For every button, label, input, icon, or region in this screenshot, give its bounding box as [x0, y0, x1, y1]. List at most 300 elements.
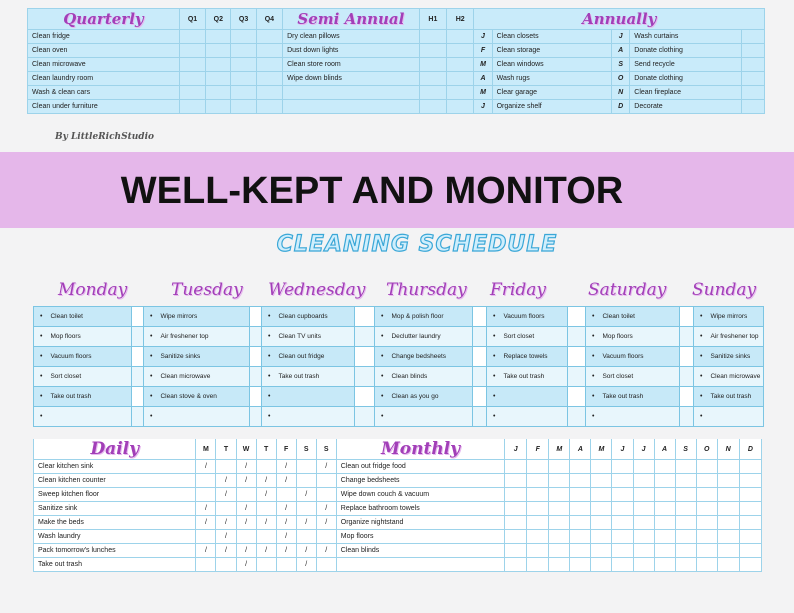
monthly-check-cell[interactable] — [549, 488, 570, 502]
weekly-task: • Wipe mirrors — [144, 307, 250, 327]
annual-task: Decorate — [630, 100, 741, 114]
daily-check-cell[interactable]: / — [256, 544, 276, 558]
day-gap — [132, 347, 144, 367]
q3-cell — [231, 44, 256, 58]
monthly-check-cell[interactable] — [591, 558, 612, 572]
monthly-check-cell[interactable] — [570, 460, 591, 474]
daily-check-cell[interactable]: / — [236, 516, 256, 530]
daily-check-cell[interactable] — [316, 488, 336, 502]
daily-check-cell[interactable] — [196, 558, 216, 572]
day-gap — [355, 407, 375, 427]
daily-check-cell[interactable] — [196, 474, 216, 488]
h1-cell — [419, 100, 446, 114]
periodic-table — [27, 8, 765, 114]
daily-check-cell[interactable]: / — [316, 544, 336, 558]
weekly-task — [487, 407, 568, 427]
monthly-check-cell[interactable] — [654, 502, 675, 516]
monthly-check-cell[interactable] — [654, 530, 675, 544]
daily-check-cell[interactable] — [296, 502, 316, 516]
daily-check-cell[interactable] — [196, 530, 216, 544]
q2-cell — [206, 44, 231, 58]
monthly-month-col: J — [612, 439, 633, 460]
weekly-task: • Clean toilet — [34, 307, 132, 327]
daily-check-cell[interactable] — [236, 488, 256, 502]
monthly-check-cell[interactable] — [654, 474, 675, 488]
daily-check-cell[interactable]: / — [236, 502, 256, 516]
day-gap — [355, 387, 375, 407]
daily-check-cell[interactable]: / — [256, 516, 276, 530]
monthly-check-cell[interactable] — [570, 530, 591, 544]
monthly-check-cell[interactable] — [675, 502, 696, 516]
monthly-check-cell[interactable] — [591, 516, 612, 530]
semi-annual-task — [283, 100, 420, 114]
h1-cell — [419, 58, 446, 72]
daily-check-cell[interactable]: / — [256, 474, 276, 488]
day-gap — [250, 387, 262, 407]
day-gap — [680, 407, 694, 427]
daily-check-cell[interactable] — [236, 530, 256, 544]
daily-check-cell[interactable]: / — [316, 502, 336, 516]
daily-day-col: M — [196, 439, 216, 460]
monthly-check-cell[interactable] — [739, 474, 761, 488]
monthly-check-cell[interactable] — [717, 530, 739, 544]
day-gap — [250, 347, 262, 367]
monthly-check-cell[interactable] — [696, 474, 717, 488]
q4-cell — [256, 58, 282, 72]
daily-check-cell[interactable]: / — [276, 516, 296, 530]
monthly-check-cell[interactable] — [591, 474, 612, 488]
semi-annual-task: Dry clean pillows — [283, 30, 420, 44]
day-gap — [473, 407, 487, 427]
daily-check-cell[interactable]: / — [256, 488, 276, 502]
monthly-check-cell[interactable] — [717, 558, 739, 572]
monthly-check-cell[interactable] — [633, 516, 654, 530]
day-heading-5: Saturday — [588, 280, 667, 300]
monthly-check-cell[interactable] — [612, 530, 633, 544]
monthly-check-cell[interactable] — [654, 488, 675, 502]
monthly-check-cell[interactable] — [527, 474, 549, 488]
daily-check-cell[interactable] — [196, 488, 216, 502]
monthly-check-cell[interactable] — [633, 460, 654, 474]
weekly-task: • Sort closet — [586, 367, 680, 387]
daily-task: Wash laundry — [34, 530, 196, 544]
monthly-check-cell[interactable] — [591, 502, 612, 516]
monthly-check-cell[interactable] — [696, 502, 717, 516]
daily-check-cell[interactable] — [256, 460, 276, 474]
monthly-check-cell[interactable] — [717, 474, 739, 488]
semi-annual-task: Wipe down blinds — [283, 72, 420, 86]
daily-day-col: T — [256, 439, 276, 460]
month-letter: J — [612, 30, 630, 44]
daily-check-cell[interactable]: / — [276, 474, 296, 488]
weekly-row — [34, 327, 764, 347]
day-gap — [132, 387, 144, 407]
day-gap — [680, 327, 694, 347]
daily-check-cell[interactable]: / — [236, 544, 256, 558]
periodic-row — [28, 44, 765, 58]
weekly-task: • Clean toilet — [586, 307, 680, 327]
monthly-check-cell[interactable] — [675, 558, 696, 572]
daily-monthly-row — [34, 488, 762, 502]
monthly-check-cell[interactable] — [654, 544, 675, 558]
monthly-check-cell[interactable] — [570, 502, 591, 516]
h1-cell — [419, 86, 446, 100]
monthly-check-cell[interactable] — [717, 502, 739, 516]
weekly-task: • Take out trash — [262, 367, 355, 387]
daily-day-col: F — [276, 439, 296, 460]
monthly-check-cell[interactable] — [696, 544, 717, 558]
q4-cell — [256, 86, 282, 100]
periodic-row — [28, 30, 765, 44]
monthly-check-cell[interactable] — [527, 516, 549, 530]
monthly-check-cell[interactable] — [717, 544, 739, 558]
h1-cell — [419, 44, 446, 58]
periodic-row — [28, 72, 765, 86]
monthly-check-cell[interactable] — [739, 488, 761, 502]
q3-heading: Q3 — [231, 9, 256, 30]
daily-check-cell[interactable] — [256, 502, 276, 516]
monthly-month-col: J — [633, 439, 654, 460]
daily-check-cell[interactable] — [296, 474, 316, 488]
monthly-month-col: M — [591, 439, 612, 460]
annual-check-cell — [741, 100, 764, 114]
annual-task: Clean storage — [492, 44, 611, 58]
daily-check-cell[interactable] — [256, 558, 276, 572]
weekly-task: • Sort closet — [34, 367, 132, 387]
monthly-check-cell[interactable] — [549, 558, 570, 572]
q4-cell — [256, 44, 282, 58]
daily-check-cell[interactable] — [276, 488, 296, 502]
month-letter: M — [474, 86, 492, 100]
monthly-check-cell[interactable] — [675, 530, 696, 544]
quarterly-task: Wash & clean cars — [28, 86, 180, 100]
monthly-check-cell[interactable] — [717, 460, 739, 474]
day-gap — [250, 307, 262, 327]
weekly-task: • Clean cupboards — [262, 307, 355, 327]
monthly-check-cell[interactable] — [527, 460, 549, 474]
monthly-check-cell[interactable] — [612, 558, 633, 572]
month-letter: S — [612, 58, 630, 72]
weekly-task: • Replace towels — [487, 347, 568, 367]
daily-check-cell[interactable]: / — [296, 544, 316, 558]
daily-check-cell[interactable] — [316, 530, 336, 544]
q1-heading: Q1 — [179, 9, 205, 30]
monthly-check-cell[interactable] — [505, 460, 527, 474]
monthly-check-cell[interactable] — [527, 558, 549, 572]
annual-check-cell — [741, 44, 764, 58]
monthly-check-cell[interactable] — [527, 530, 549, 544]
monthly-check-cell[interactable] — [696, 516, 717, 530]
monthly-check-cell[interactable] — [591, 544, 612, 558]
monthly-check-cell[interactable] — [633, 474, 654, 488]
periodic-row — [28, 100, 765, 114]
daily-check-cell[interactable] — [276, 558, 296, 572]
monthly-check-cell[interactable] — [696, 488, 717, 502]
weekly-task: • Sanitize sinks — [694, 347, 764, 367]
monthly-check-cell[interactable] — [633, 544, 654, 558]
monthly-check-cell[interactable] — [505, 502, 527, 516]
monthly-check-cell[interactable] — [570, 516, 591, 530]
quarterly-task: Clean laundry room — [28, 72, 180, 86]
daily-check-cell[interactable]: / — [216, 516, 236, 530]
daily-check-cell[interactable] — [216, 460, 236, 474]
h1-cell — [419, 72, 446, 86]
periodic-row — [28, 86, 765, 100]
month-letter: A — [612, 44, 630, 58]
day-gap — [355, 307, 375, 327]
daily-check-cell[interactable]: / — [196, 516, 216, 530]
monthly-check-cell[interactable] — [739, 530, 761, 544]
q2-cell — [206, 58, 231, 72]
day-gap — [132, 327, 144, 347]
weekly-task: • Sort closet — [487, 327, 568, 347]
day-heading-1: Tuesday — [171, 280, 243, 300]
daily-check-cell[interactable]: / — [296, 558, 316, 572]
daily-check-cell[interactable] — [216, 502, 236, 516]
monthly-check-cell[interactable] — [591, 488, 612, 502]
monthly-check-cell[interactable] — [739, 558, 761, 572]
daily-check-cell[interactable]: / — [196, 460, 216, 474]
monthly-check-cell[interactable] — [633, 530, 654, 544]
monthly-check-cell[interactable] — [675, 516, 696, 530]
daily-monthly-row — [34, 530, 762, 544]
monthly-check-cell[interactable] — [505, 488, 527, 502]
weekly-task: • Wipe mirrors — [694, 307, 764, 327]
monthly-check-cell[interactable] — [612, 502, 633, 516]
daily-check-cell[interactable]: / — [296, 488, 316, 502]
monthly-check-cell[interactable] — [612, 460, 633, 474]
monthly-check-cell[interactable] — [675, 474, 696, 488]
monthly-check-cell[interactable] — [505, 516, 527, 530]
monthly-check-cell[interactable] — [527, 544, 549, 558]
monthly-month-col: D — [739, 439, 761, 460]
q4-cell — [256, 72, 282, 86]
monthly-check-cell[interactable] — [739, 502, 761, 516]
weekly-task: • Clean microwave — [694, 367, 764, 387]
monthly-check-cell[interactable] — [654, 558, 675, 572]
daily-check-cell[interactable]: / — [216, 474, 236, 488]
quarterly-task: Clean microwave — [28, 58, 180, 72]
monthly-check-cell[interactable] — [696, 558, 717, 572]
day-heading-2: Wednesday — [268, 280, 366, 300]
day-gap — [473, 387, 487, 407]
monthly-month-col: J — [505, 439, 527, 460]
monthly-task: Change bedsheets — [336, 474, 504, 488]
weekly-task: • Clean out fridge — [262, 347, 355, 367]
monthly-check-cell[interactable] — [505, 474, 527, 488]
q3-cell — [231, 30, 256, 44]
annual-task: Clean windows — [492, 58, 611, 72]
annual-task: Donate clothing — [630, 72, 741, 86]
monthly-check-cell[interactable] — [549, 474, 570, 488]
q4-heading: Q4 — [256, 9, 282, 30]
weekly-task — [262, 407, 355, 427]
day-gap — [250, 407, 262, 427]
day-gap — [568, 407, 586, 427]
monthly-month-col: A — [654, 439, 675, 460]
daily-check-cell[interactable]: / — [316, 516, 336, 530]
daily-monthly-header — [34, 439, 762, 460]
monthly-check-cell[interactable] — [675, 460, 696, 474]
monthly-check-cell[interactable] — [505, 558, 527, 572]
weekly-task: • Take out trash — [586, 387, 680, 407]
month-letter: J — [474, 100, 492, 114]
monthly-check-cell[interactable] — [527, 488, 549, 502]
daily-check-cell[interactable]: / — [216, 488, 236, 502]
q3-cell — [231, 72, 256, 86]
q3-cell — [231, 58, 256, 72]
monthly-check-cell[interactable] — [549, 544, 570, 558]
annual-task: Send recycle — [630, 58, 741, 72]
monthly-check-cell[interactable] — [654, 516, 675, 530]
monthly-check-cell[interactable] — [612, 474, 633, 488]
monthly-check-cell[interactable] — [612, 544, 633, 558]
weekly-task: • Vacuum floors — [34, 347, 132, 367]
daily-monthly-row — [34, 516, 762, 530]
daily-check-cell[interactable]: / — [276, 502, 296, 516]
weekly-task: • Take out trash — [34, 387, 132, 407]
monthly-check-cell[interactable] — [633, 488, 654, 502]
monthly-check-cell[interactable] — [717, 516, 739, 530]
annual-check-cell — [741, 86, 764, 100]
h2-cell — [447, 30, 474, 44]
daily-check-cell[interactable]: / — [196, 502, 216, 516]
daily-day-col: W — [236, 439, 256, 460]
quarterly-heading: Quarterly — [28, 9, 180, 30]
weekly-task: • Clean microwave — [144, 367, 250, 387]
q1-cell — [179, 58, 205, 72]
day-gap — [355, 367, 375, 387]
q1-cell — [179, 72, 205, 86]
monthly-check-cell[interactable] — [549, 502, 570, 516]
monthly-check-cell[interactable] — [549, 530, 570, 544]
monthly-check-cell[interactable] — [570, 474, 591, 488]
monthly-check-cell[interactable] — [570, 558, 591, 572]
daily-monthly-row — [34, 502, 762, 516]
monthly-month-col: A — [570, 439, 591, 460]
daily-check-cell[interactable]: / — [236, 474, 256, 488]
monthly-task: Mop floors — [336, 530, 504, 544]
monthly-check-cell[interactable] — [654, 460, 675, 474]
annual-check-cell — [741, 30, 764, 44]
daily-check-cell[interactable] — [296, 530, 316, 544]
daily-check-cell[interactable] — [256, 530, 276, 544]
monthly-check-cell[interactable] — [633, 558, 654, 572]
monthly-check-cell[interactable] — [570, 488, 591, 502]
monthly-check-cell[interactable] — [549, 516, 570, 530]
monthly-heading: Monthly — [336, 439, 504, 460]
weekly-task — [487, 387, 568, 407]
annual-task: Donate clothing — [630, 44, 741, 58]
daily-task: Sanitize sink — [34, 502, 196, 516]
monthly-check-cell[interactable] — [696, 460, 717, 474]
weekly-grid — [33, 306, 764, 427]
monthly-task — [336, 558, 504, 572]
daily-day-col: S — [296, 439, 316, 460]
daily-check-cell[interactable]: / — [196, 544, 216, 558]
q2-cell — [206, 100, 231, 114]
monthly-check-cell[interactable] — [739, 516, 761, 530]
daily-task: Clear kitchen sink — [34, 460, 196, 474]
day-gap — [473, 347, 487, 367]
weekly-task: • Mop floors — [586, 327, 680, 347]
daily-check-cell[interactable]: / — [236, 460, 256, 474]
semi-annual-task — [283, 86, 420, 100]
semi-annual-task: Dust down lights — [283, 44, 420, 58]
daily-check-cell[interactable] — [296, 460, 316, 474]
periodic-row — [28, 58, 765, 72]
daily-check-cell[interactable]: / — [276, 530, 296, 544]
monthly-check-cell[interactable] — [570, 544, 591, 558]
monthly-check-cell[interactable] — [675, 544, 696, 558]
weekly-task — [144, 407, 250, 427]
day-gap — [132, 407, 144, 427]
daily-check-cell[interactable] — [316, 474, 336, 488]
daily-check-cell[interactable] — [316, 558, 336, 572]
monthly-check-cell[interactable] — [739, 460, 761, 474]
weekly-task: • Change bedsheets — [375, 347, 473, 367]
monthly-check-cell[interactable] — [591, 460, 612, 474]
weekly-task: • Vacuum floors — [487, 307, 568, 327]
h1-heading: H1 — [419, 9, 446, 30]
annual-task: Clean fireplace — [630, 86, 741, 100]
daily-check-cell[interactable]: / — [216, 544, 236, 558]
monthly-check-cell[interactable] — [505, 530, 527, 544]
monthly-check-cell[interactable] — [549, 460, 570, 474]
weekly-row — [34, 387, 764, 407]
day-gap — [473, 327, 487, 347]
daily-check-cell[interactable]: / — [316, 460, 336, 474]
daily-check-cell[interactable] — [216, 558, 236, 572]
daily-check-cell[interactable]: / — [276, 544, 296, 558]
monthly-check-cell[interactable] — [612, 516, 633, 530]
daily-check-cell[interactable]: / — [296, 516, 316, 530]
daily-check-cell[interactable]: / — [236, 558, 256, 572]
weekly-task: • Clean as you go — [375, 387, 473, 407]
day-gap — [680, 307, 694, 327]
weekly-row — [34, 307, 764, 327]
day-heading-0: Monday — [58, 280, 128, 300]
monthly-check-cell[interactable] — [633, 502, 654, 516]
annual-task: Organize shelf — [492, 100, 611, 114]
daily-task: Pack tomorrow's lunches — [34, 544, 196, 558]
monthly-check-cell[interactable] — [717, 488, 739, 502]
q3-cell — [231, 86, 256, 100]
daily-day-col: T — [216, 439, 236, 460]
monthly-check-cell[interactable] — [612, 488, 633, 502]
weekly-task: • Clean blinds — [375, 367, 473, 387]
day-gap — [680, 367, 694, 387]
monthly-check-cell[interactable] — [696, 530, 717, 544]
monthly-check-cell[interactable] — [505, 544, 527, 558]
weekly-task: • Take out trash — [487, 367, 568, 387]
q3-cell — [231, 100, 256, 114]
monthly-check-cell[interactable] — [675, 488, 696, 502]
daily-check-cell[interactable]: / — [216, 530, 236, 544]
monthly-month-col: M — [549, 439, 570, 460]
annual-check-cell — [741, 58, 764, 72]
monthly-check-cell[interactable] — [591, 530, 612, 544]
monthly-check-cell[interactable] — [527, 502, 549, 516]
q2-cell — [206, 72, 231, 86]
daily-check-cell[interactable]: / — [276, 460, 296, 474]
quarterly-task: Clean oven — [28, 44, 180, 58]
banner-title: WELL-KEPT AND MONITOR — [120, 170, 624, 212]
daily-task: Sweep kitchen floor — [34, 488, 196, 502]
author-credit: By LittleRichStudio — [55, 132, 155, 142]
month-letter: J — [474, 30, 492, 44]
monthly-check-cell[interactable] — [739, 544, 761, 558]
